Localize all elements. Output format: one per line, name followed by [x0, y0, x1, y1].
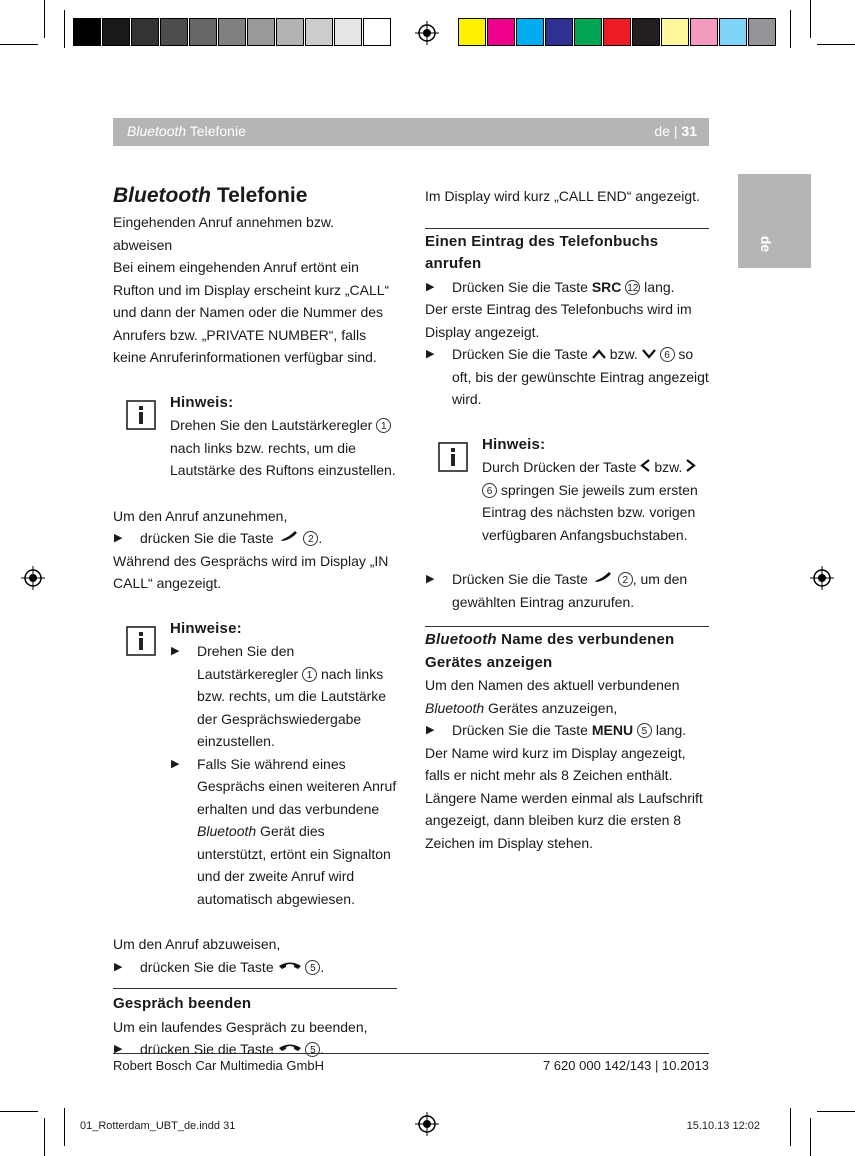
step-text-a: Drücken Sie die Taste	[452, 346, 592, 362]
gray-swatch	[334, 18, 362, 46]
bullet-triangle-icon: ▶	[426, 280, 435, 293]
language-tab	[738, 174, 811, 268]
callout-number: 5	[637, 723, 652, 738]
color-swatch	[458, 18, 486, 46]
callout-number: 5	[305, 1042, 320, 1057]
callout-number: 1	[302, 667, 317, 682]
gray-swatch	[305, 18, 333, 46]
header-lang: de	[654, 123, 670, 139]
note-text-mid: bzw.	[650, 459, 687, 475]
note-text-a: Durch Drücken der Taste	[482, 459, 641, 475]
registration-mark-icon	[415, 21, 439, 45]
left-column	[113, 183, 397, 1061]
callout-number: 1	[376, 418, 391, 433]
step-item	[425, 568, 709, 613]
crop-mark	[810, 0, 811, 38]
note-bullet-text-b: nach links bzw. rechts, um die Lautstärke der Gesprächswiedergabe einzustellen.	[197, 665, 387, 749]
step-item	[113, 527, 397, 550]
color-swatch	[574, 18, 602, 46]
paragraph-italic: Bluetooth	[425, 699, 485, 716]
step-item	[425, 276, 709, 299]
step-item	[425, 343, 709, 411]
registration-mark-icon	[21, 566, 45, 590]
bullet-triangle-icon: ▶	[114, 1043, 123, 1055]
note-text-a: Drehen Sie den Lautstärkeregler	[170, 417, 377, 433]
info-icon	[126, 626, 156, 656]
gray-swatch	[131, 18, 159, 46]
crop-mark	[790, 1108, 791, 1146]
language-tab-label: de	[758, 235, 775, 253]
key-label: SRC	[591, 278, 622, 295]
step-text-b: .	[320, 958, 325, 975]
phone-accept-icon	[278, 531, 300, 543]
paragraph: Der erste Eintrag des Telefonbuchs wird im Display angezeigt.	[425, 301, 692, 340]
note-box	[113, 392, 397, 482]
bullet-triangle-icon: ▶	[426, 348, 435, 360]
note-bullet-text-a: Falls Sie während eines Gesprächs einen weiteren Anruf erhalten und das verbundene	[197, 755, 397, 817]
gray-swatch	[363, 18, 391, 46]
registration-mark-icon	[810, 566, 834, 590]
step-text-b: lang.	[640, 278, 675, 295]
gray-swatch	[276, 18, 304, 46]
color-swatch	[516, 18, 544, 46]
step-text-b: .	[318, 530, 323, 546]
gray-swatch	[102, 18, 130, 46]
crop-mark	[64, 10, 65, 48]
note-text	[170, 414, 397, 482]
crop-mark	[817, 44, 855, 45]
step-item	[425, 719, 709, 742]
color-swatch	[661, 18, 689, 46]
paragraph: Der Name wird kurz im Display angezeigt, falls er nicht mehr als 8 Zeichen enthält. Längere Name werden einmal als Laufschrift angezeigt, dann bleiben kurz die ersten 8 Zeichen im Display stehen.	[425, 744, 703, 851]
color-swatch	[487, 18, 515, 46]
step-text-a: drücken Sie die Taste	[140, 530, 278, 546]
page-number	[654, 123, 697, 139]
footer-rule	[113, 1053, 709, 1054]
paragraph: Im Display wird kurz „CALL END“ angezeigt.	[425, 188, 700, 204]
bullet-triangle-icon: ▶	[171, 645, 180, 657]
header-sep: |	[670, 123, 682, 139]
crop-mark	[64, 1108, 65, 1146]
section-heading: Gespräch beenden	[113, 995, 252, 1012]
paragraph: Um den Anruf anzunehmen,	[113, 507, 288, 524]
crop-mark	[810, 1118, 811, 1156]
note-bullet	[170, 640, 397, 753]
note-bullet-text-b: Gerät dies unterstützt, ertönt ein Signalton und der zweite Anruf wird automatisch abgewiesen.	[197, 823, 391, 907]
color-swatch	[603, 18, 631, 46]
running-header	[113, 118, 709, 146]
arrow-up-icon	[592, 349, 606, 359]
bullet-triangle-icon: ▶	[114, 960, 123, 973]
note-text-b: nach links bzw. rechts, um die Lautstärke des Ruftons einzustellen.	[170, 439, 396, 478]
paragraph: Während des Gesprächs wird im Display „IN CALL“ angezeigt.	[113, 552, 389, 591]
arrow-left-icon	[640, 459, 650, 472]
note-bullet-text-a: Drehen Sie den Lautstärkeregler	[197, 643, 303, 682]
paragraph: Um ein laufendes Gespräch zu beenden,	[113, 1018, 368, 1035]
header-title	[127, 123, 246, 139]
note-title: Hinweis:	[170, 393, 234, 411]
step-text-b: .	[320, 1041, 325, 1057]
page-title-rest: Telefonie	[210, 184, 308, 207]
callout-number: 12	[625, 280, 640, 295]
callout-number: 2	[618, 572, 633, 587]
paragraph-text-b: Gerätes anzuzeigen,	[484, 699, 618, 716]
color-swatch	[690, 18, 718, 46]
gray-swatch	[218, 18, 246, 46]
section-heading-italic: Bluetooth	[425, 631, 497, 648]
gray-swatch	[189, 18, 217, 46]
note-box	[425, 434, 709, 547]
gray-swatch	[73, 18, 101, 46]
right-column	[425, 185, 709, 854]
crop-mark	[817, 1111, 855, 1112]
color-swatch	[719, 18, 747, 46]
phone-hangup-icon	[278, 960, 302, 972]
bullet-triangle-icon: ▶	[426, 573, 435, 585]
paragraph	[425, 674, 709, 719]
section-heading	[425, 629, 709, 674]
callout-number: 5	[305, 960, 320, 975]
note-text	[482, 456, 709, 546]
section-divider	[113, 988, 397, 1016]
note-bullet	[170, 753, 397, 911]
paragraph: Bei einem eingehenden Anruf ertönt ein Rufton und im Display erscheint kurz „CALL“ und dann der Namen oder die Nummer des Anrufers bzw. „PRIVATE NUMBER“, falls keine Anruferinformationen verfügbar sind.	[113, 259, 390, 365]
section-divider	[425, 626, 709, 674]
paragraph-text-a: Um den Namen des aktuell verbundenen	[425, 677, 680, 693]
step-text-b: so oft, bis der gewünschte Eintrag angezeigt wird.	[452, 346, 709, 407]
crop-mark	[790, 10, 791, 48]
step-text-a: Drücken Sie die Taste	[452, 722, 592, 738]
callout-number: 6	[660, 347, 675, 362]
registration-mark-icon	[415, 1112, 439, 1136]
note-box	[113, 618, 397, 911]
slug-date: 15.10.13 12:02	[686, 1120, 760, 1132]
info-icon	[126, 400, 156, 430]
key-label: MENU	[591, 722, 634, 738]
paragraph: Um den Anruf abzuweisen,	[113, 936, 281, 952]
note-text-b: springen Sie jeweils zum ersten Eintrag des nächsten bzw. vorigen verfügbaren Anfangsbuchstaben.	[482, 481, 698, 543]
crop-mark	[0, 44, 38, 45]
step-text-a: drücken Sie die Taste	[140, 1041, 278, 1057]
bullet-triangle-icon: ▶	[171, 757, 180, 770]
step-text-a: drücken Sie die Taste	[140, 958, 278, 975]
footer-right: 7 620 000 142/143 | 10.2013	[542, 1058, 709, 1073]
arrow-right-icon	[686, 459, 696, 472]
callout-number: 2	[303, 531, 318, 546]
gray-swatch	[160, 18, 188, 46]
section-heading: Einen Eintrag des Telefonbuchs anrufen	[425, 232, 659, 272]
phone-accept-icon	[592, 572, 614, 584]
color-swatch	[545, 18, 573, 46]
info-icon	[438, 442, 468, 472]
step-text-b: , um den gewählten Eintrag anzurufen.	[452, 571, 688, 610]
header-title-italic: Bluetooth	[127, 123, 187, 139]
crop-mark	[44, 0, 45, 38]
gray-swatch	[247, 18, 275, 46]
callout-number: 6	[482, 483, 497, 498]
bullet-triangle-icon: ▶	[114, 532, 123, 544]
step-text-a: Drücken Sie die Taste	[452, 571, 592, 587]
footer-left: Robert Bosch Car Multimedia GmbH	[113, 1058, 324, 1073]
section-heading-rest: Name des verbundenen Gerätes anzeigen	[425, 631, 675, 671]
header-page: 31	[681, 123, 697, 139]
header-title-rest: Telefonie	[186, 123, 246, 139]
page-title-italic: Bluetooth	[113, 184, 211, 207]
color-swatch	[632, 18, 660, 46]
step-item	[113, 956, 397, 979]
step-text-a: Drücken Sie die Taste	[452, 278, 592, 295]
bullet-triangle-icon: ▶	[426, 724, 435, 736]
crop-mark	[0, 1111, 38, 1112]
crop-mark	[44, 1118, 45, 1156]
color-swatch	[748, 18, 776, 46]
page-title	[113, 183, 397, 209]
section-divider	[425, 228, 709, 276]
note-bullet-italic: Bluetooth	[197, 823, 257, 839]
note-title: Hinweis:	[482, 435, 546, 453]
step-text-b: lang.	[651, 722, 687, 738]
subheading: Eingehenden Anruf annehmen bzw. abweisen	[113, 214, 335, 253]
step-text-mid: bzw.	[605, 346, 642, 362]
slug-file: 01_Rotterdam_UBT_de.indd 31	[80, 1120, 236, 1132]
note-title: Hinweise:	[170, 619, 242, 637]
arrow-down-icon	[642, 349, 656, 359]
